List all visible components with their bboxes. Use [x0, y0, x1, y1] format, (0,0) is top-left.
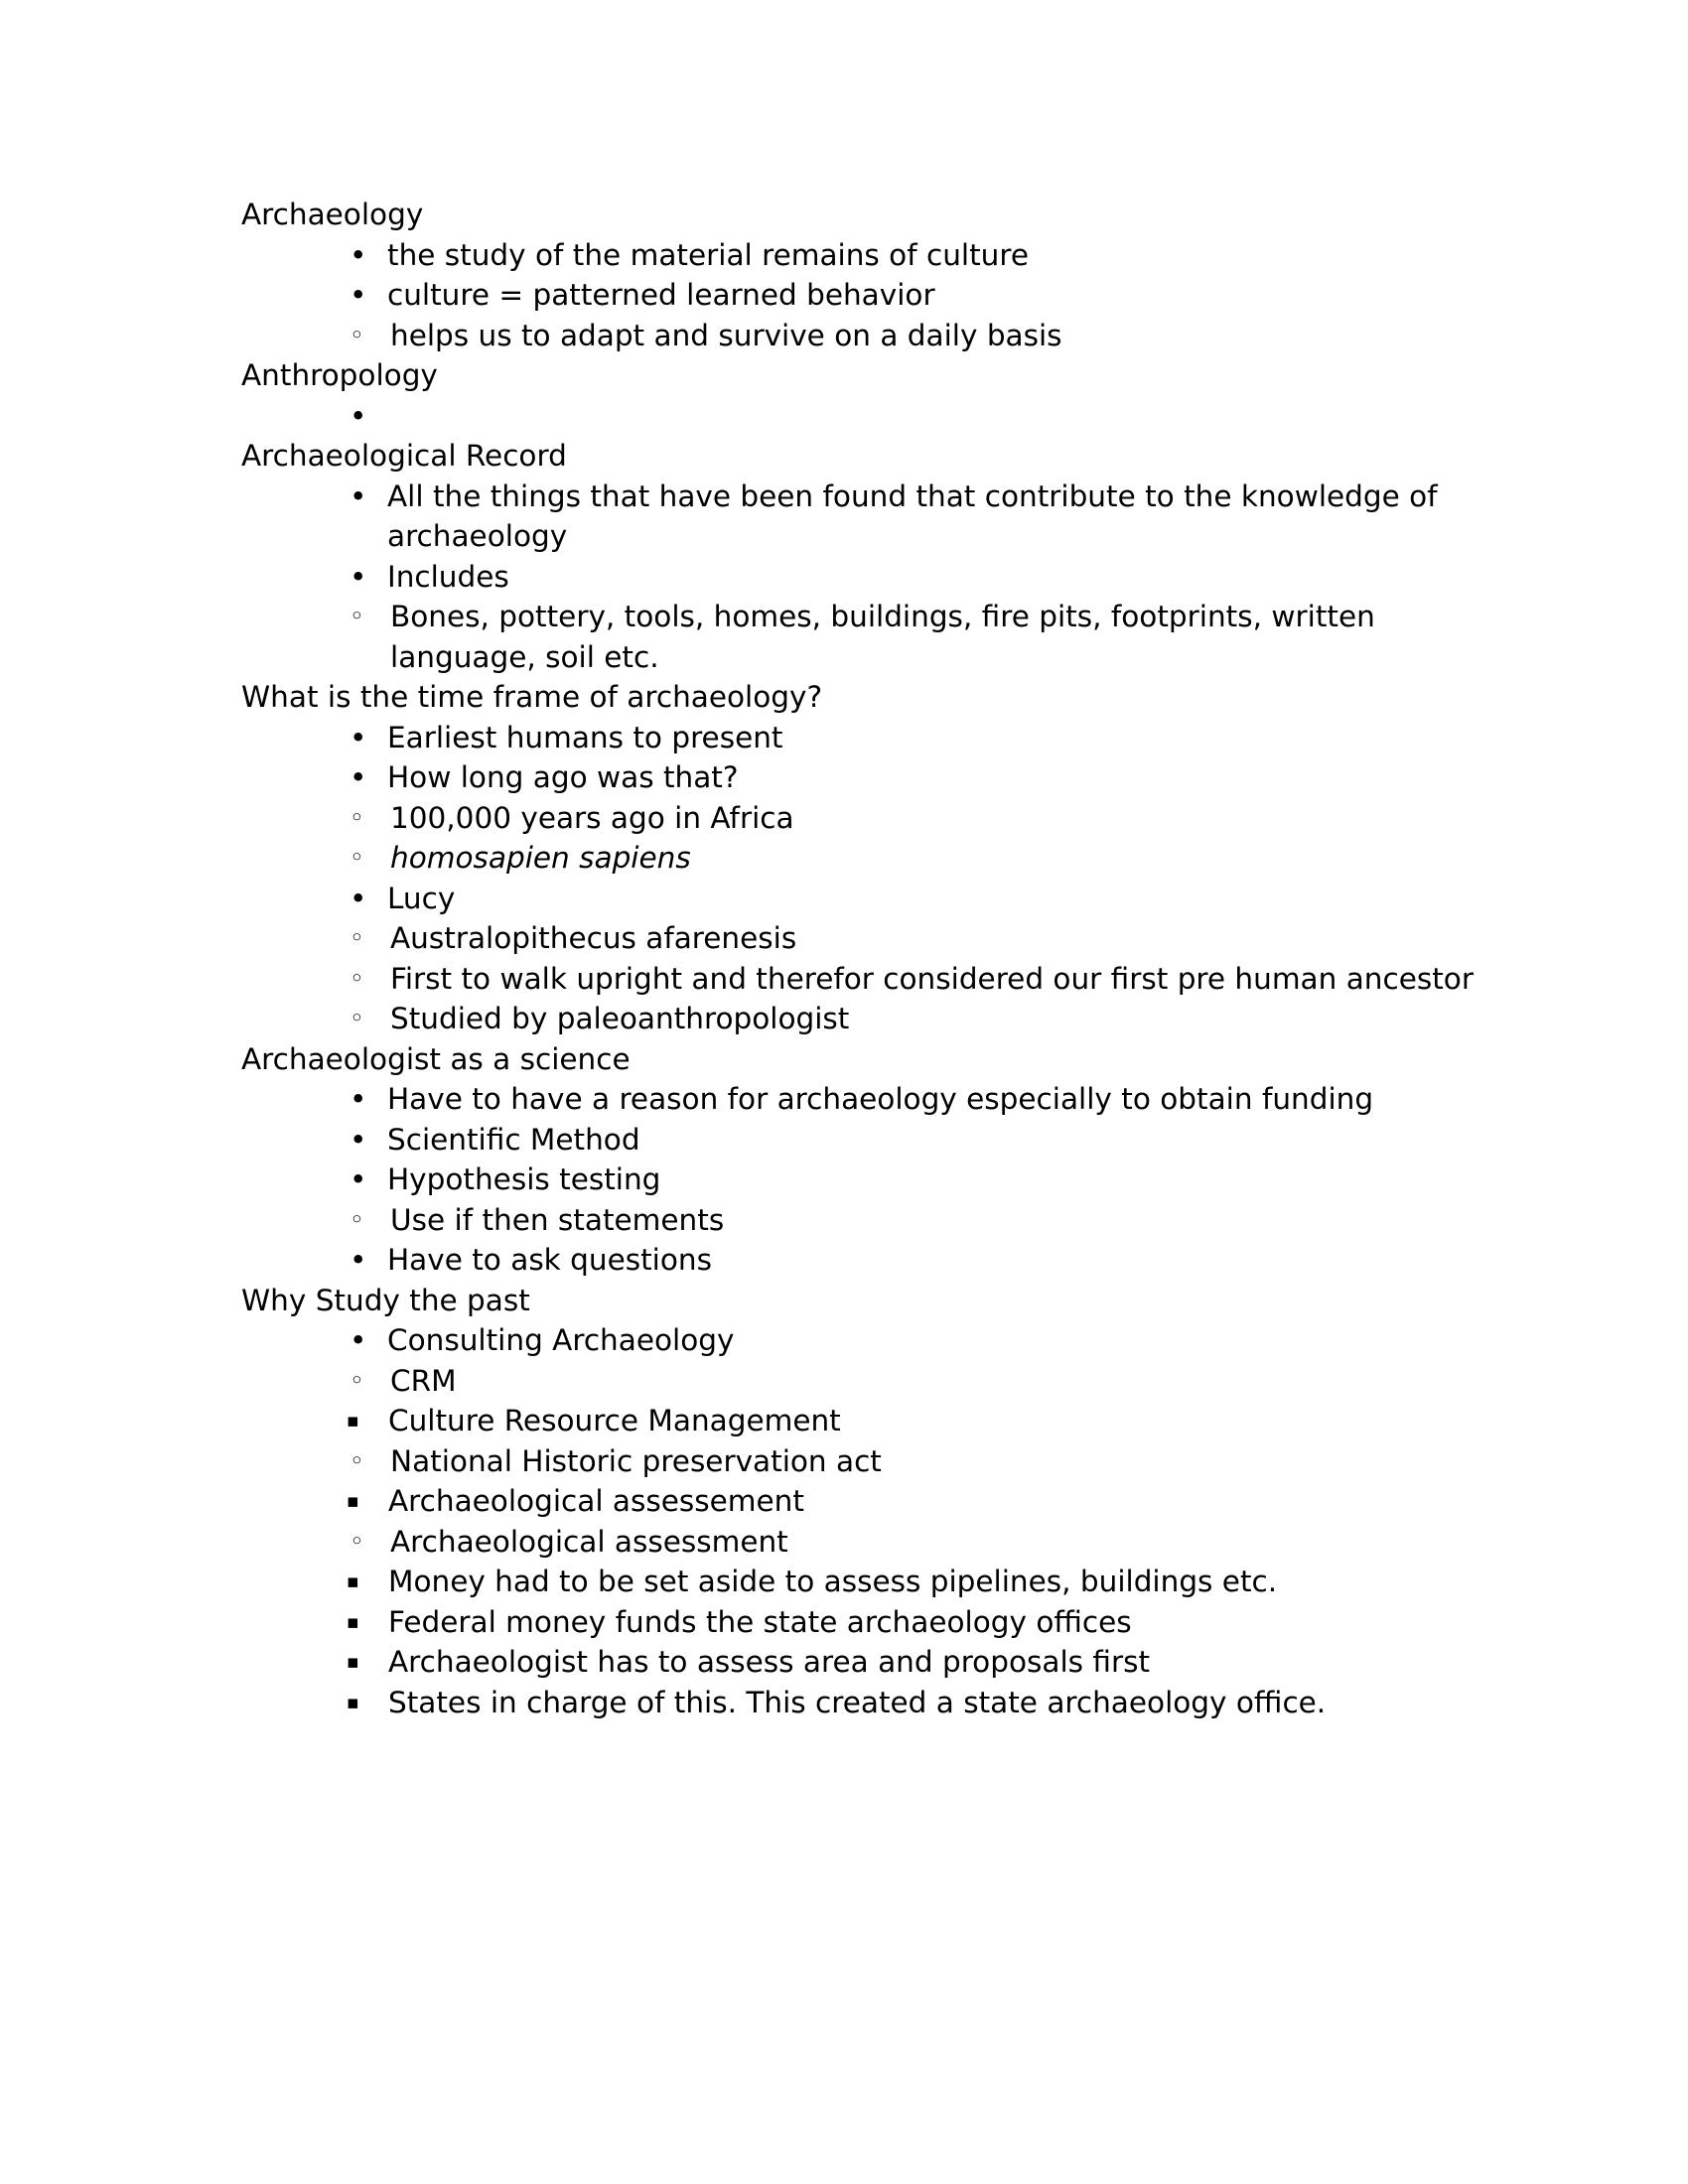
list-item: [341, 1562, 1502, 1602]
list-item: [346, 879, 1502, 919]
circle-bullet-icon: ◦: [350, 1004, 364, 1032]
list-item-text: Money had to be set aside to assess pipelines, buildings etc.: [388, 1565, 1278, 1598]
disc-bullet-icon: •: [350, 1122, 367, 1157]
list-item-text: Lucy: [387, 881, 456, 915]
circle-bullet-icon: ◦: [350, 923, 364, 952]
list-item: [346, 1200, 1502, 1241]
outline-body: [241, 195, 1502, 1722]
circle-bullet-icon: ◦: [350, 1365, 364, 1395]
disc-bullet-icon: •: [350, 760, 367, 794]
list-item: [346, 1522, 1502, 1563]
list-item-text: All the things that have been found that contribute to the knowledge of archaeology: [387, 478, 1447, 553]
list-time-frame: [241, 718, 1502, 1039]
list-item: [346, 477, 1502, 557]
list-item-text: Have to ask questions: [387, 1243, 712, 1277]
list-item: [346, 557, 1502, 598]
circle-bullet-icon: ◦: [350, 1204, 364, 1234]
list-item: [346, 597, 1502, 677]
square-bullet-icon: ▪: [347, 1570, 359, 1592]
square-bullet-icon: ▪: [347, 1651, 359, 1673]
list-item: [341, 1401, 1502, 1441]
list-archaeology: [241, 235, 1502, 356]
list-item-text: culture = patterned learned behavior: [387, 278, 935, 312]
circle-bullet-icon: ◦: [350, 963, 364, 993]
list-why-study-the-past: [241, 1320, 1502, 1722]
heading-archaeologist-as-a-science: Archaeologist as a science: [241, 1041, 631, 1076]
list-item: [346, 718, 1502, 758]
list-item-text: Includes: [387, 559, 509, 594]
disc-bullet-icon: •: [350, 1243, 367, 1277]
list-item: [346, 1079, 1502, 1120]
list-item: [341, 1602, 1502, 1643]
list-anthropology: [241, 396, 1502, 437]
list-item-text: Have to have a reason for archaeology especially to obtain funding: [387, 1082, 1374, 1116]
disc-bullet-icon: •: [350, 237, 367, 272]
list-item: [341, 1481, 1502, 1522]
list-item-text: helps us to adapt and survive on a daily basis: [390, 318, 1062, 352]
list-item: [346, 757, 1502, 798]
disc-bullet-icon: •: [350, 1323, 367, 1357]
disc-bullet-icon: •: [350, 1162, 367, 1196]
list-item-text: Hypothesis testing: [387, 1162, 661, 1196]
list-item: [346, 798, 1502, 839]
disc-bullet-icon: •: [350, 1082, 367, 1116]
list-item-text: CRM: [390, 1363, 457, 1398]
list-item: [346, 1160, 1502, 1200]
list-item: [346, 1240, 1502, 1281]
circle-bullet-icon: ◦: [350, 1445, 364, 1475]
circle-bullet-icon: ◦: [350, 320, 364, 349]
heading-archaeological-record: Archaeological Record: [241, 439, 567, 473]
disc-bullet-icon: •: [350, 398, 367, 433]
square-bullet-icon: ▪: [347, 1691, 359, 1713]
disc-bullet-icon: •: [350, 720, 367, 754]
list-item-text: How long ago was that?: [387, 760, 739, 794]
list-item-text: the study of the material remains of culture: [387, 237, 1029, 272]
square-bullet-icon: ▪: [347, 1610, 359, 1633]
list-item: [346, 999, 1502, 1039]
list-item: [346, 1320, 1502, 1361]
list-item: [346, 235, 1502, 276]
circle-bullet-icon: ◦: [350, 602, 364, 630]
heading-archaeology: Archaeology: [241, 198, 424, 231]
list-item: [341, 1683, 1502, 1723]
list-item-empty: [346, 396, 1502, 437]
heading-why-study-the-past: Why Study the past: [241, 1283, 530, 1317]
list-archaeologist-as-a-science: [241, 1079, 1502, 1281]
list-item: [346, 918, 1502, 959]
list-item: [346, 1361, 1502, 1402]
list-item-text: Archaeological assessement: [388, 1484, 804, 1518]
circle-bullet-icon: ◦: [350, 843, 364, 872]
heading-time-frame: What is the time frame of archaeology?: [241, 680, 823, 714]
list-item-text: National Historic preservation act: [390, 1443, 882, 1478]
list-item-text: First to walk upright and therefor considered our first pre human ancestor: [390, 961, 1474, 996]
list-item: [341, 1642, 1502, 1683]
list-item-text: Scientific Method: [387, 1122, 640, 1157]
list-item: [346, 1441, 1502, 1482]
list-item: [346, 959, 1502, 1000]
list-item-text: Earliest humans to present: [387, 720, 783, 754]
square-bullet-icon: ▪: [347, 1490, 359, 1512]
list-item-text: Archaeological assessment: [390, 1524, 788, 1559]
list-item-text: Archaeologist has to assess area and proposals first: [388, 1645, 1151, 1679]
disc-bullet-icon: •: [350, 559, 367, 594]
list-item-text: States in charge of this. This created a state archaeology office.: [388, 1685, 1327, 1719]
list-item: [346, 275, 1502, 316]
heading-anthropology: Anthropology: [241, 358, 438, 392]
list-item: [346, 316, 1502, 356]
disc-bullet-icon: •: [350, 478, 367, 513]
disc-bullet-icon: •: [350, 278, 367, 312]
circle-bullet-icon: ◦: [350, 802, 364, 832]
list-item-text: Use if then statements: [390, 1202, 725, 1237]
list-item-text: Federal money funds the state archaeology offices: [388, 1604, 1132, 1639]
list-item-text: Bones, pottery, tools, homes, buildings, fire pits, footprints, written language, soil etc.: [390, 600, 1385, 674]
list-item-text: Consulting Archaeology: [387, 1323, 735, 1357]
list-item-text: Australopithecus afarenesis: [390, 921, 797, 955]
square-bullet-icon: ▪: [347, 1410, 359, 1432]
list-item-text: Studied by paleoanthropologist: [390, 1002, 850, 1035]
list-archaeological-record: [241, 477, 1502, 678]
list-item-text: 100,000 years ago in Africa: [390, 800, 794, 835]
disc-bullet-icon: •: [350, 881, 367, 915]
list-item-text: homosapien sapiens: [390, 841, 691, 875]
list-item-text: Culture Resource Management: [388, 1404, 841, 1437]
list-item-species-name: [346, 838, 1502, 879]
circle-bullet-icon: ◦: [350, 1526, 364, 1556]
list-item: [346, 1120, 1502, 1160]
